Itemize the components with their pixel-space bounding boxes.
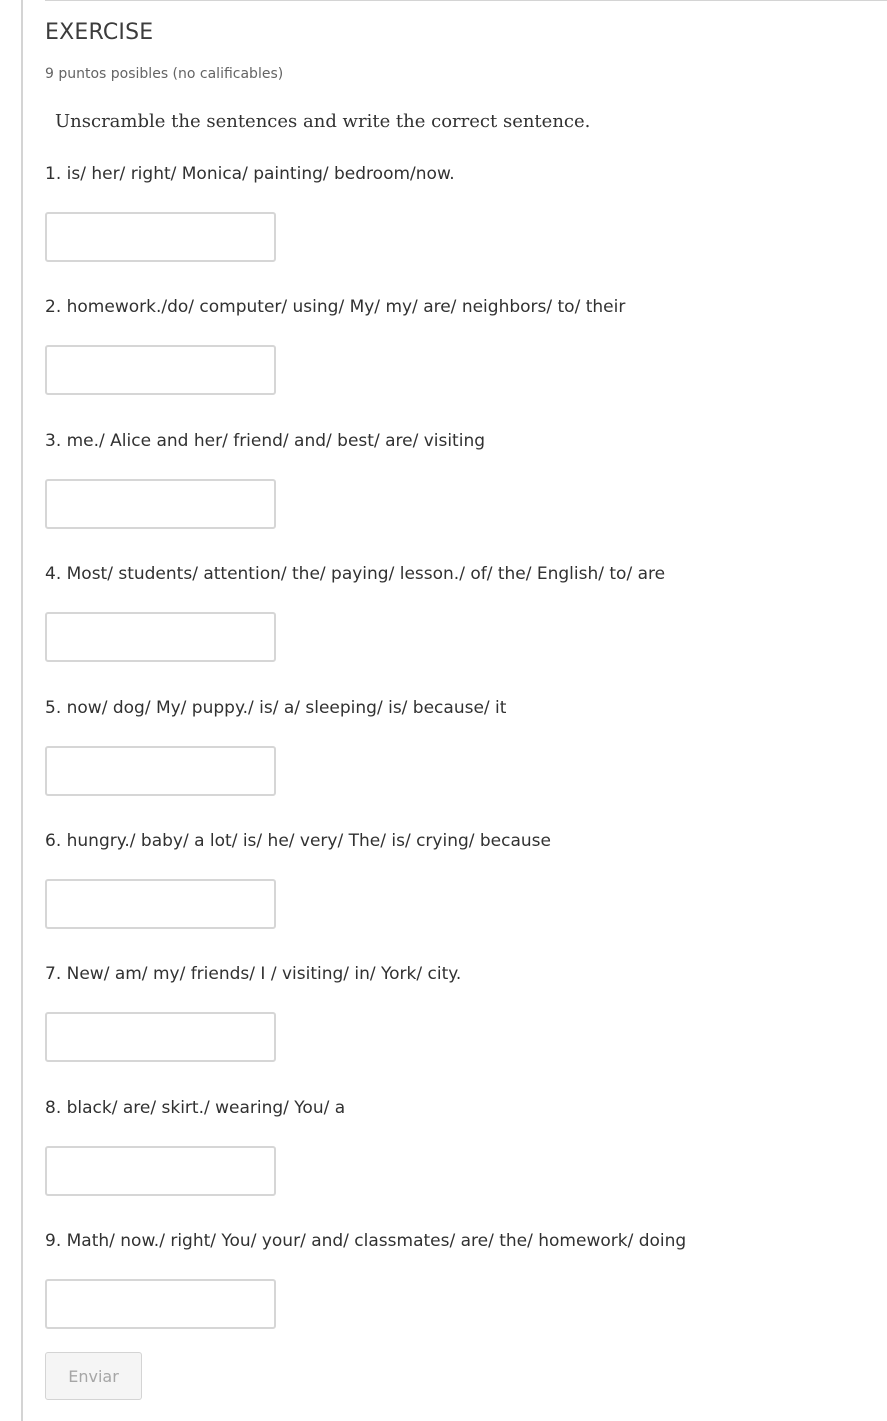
left-border: [21, 0, 23, 1421]
answer-input-7[interactable]: [45, 1012, 276, 1062]
answer-input-8[interactable]: [45, 1146, 276, 1196]
question-4: [45, 563, 865, 662]
question-text: 9. Math/ now./ right/ You/ your/ and/ classmates/ are/ the/ homework/ doing: [45, 1231, 687, 1251]
top-divider: [45, 0, 887, 1]
answer-input-4[interactable]: [45, 612, 276, 662]
answer-input-2[interactable]: [45, 345, 276, 395]
answer-input-9[interactable]: [45, 1279, 276, 1329]
question-text: 8. black/ are/ skirt./ wearing/ You/ a: [45, 1098, 346, 1118]
question-text: 1. is/ her/ right/ Monica/ painting/ bedroom/now.: [45, 164, 455, 184]
question-3: [45, 430, 865, 529]
points-info: 9 puntos posibles (no calificables): [45, 66, 284, 82]
question-1: [45, 163, 865, 262]
question-8: [45, 1097, 865, 1196]
question-9: [45, 1230, 865, 1329]
answer-input-1[interactable]: [45, 212, 276, 262]
submit-button[interactable]: Enviar: [45, 1352, 142, 1400]
question-text: 6. hungry./ baby/ a lot/ is/ he/ very/ The/ is/ crying/ because: [45, 831, 551, 851]
question-2: [45, 296, 865, 395]
question-7: [45, 963, 865, 1062]
question-text: 2. homework./do/ computer/ using/ My/ my/ are/ neighbors/ to/ their: [45, 297, 626, 317]
answer-input-3[interactable]: [45, 479, 276, 529]
answer-input-6[interactable]: [45, 879, 276, 929]
question-text: 3. me./ Alice and her/ friend/ and/ best/ are/ visiting: [45, 431, 486, 451]
problem-title: EXERCISE: [45, 20, 154, 45]
question-6: [45, 830, 865, 929]
answer-input-5[interactable]: [45, 746, 276, 796]
question-text: 7. New/ am/ my/ friends/ I / visiting/ in/ York/ city.: [45, 964, 462, 984]
question-5: [45, 697, 865, 796]
question-text: 4. Most/ students/ attention/ the/ paying/ lesson./ of/ the/ English/ to/ are: [45, 564, 666, 584]
question-text: 5. now/ dog/ My/ puppy./ is/ a/ sleeping/ is/ because/ it: [45, 698, 507, 718]
instructions-text: Unscramble the sentences and write the correct sentence.: [55, 111, 591, 132]
